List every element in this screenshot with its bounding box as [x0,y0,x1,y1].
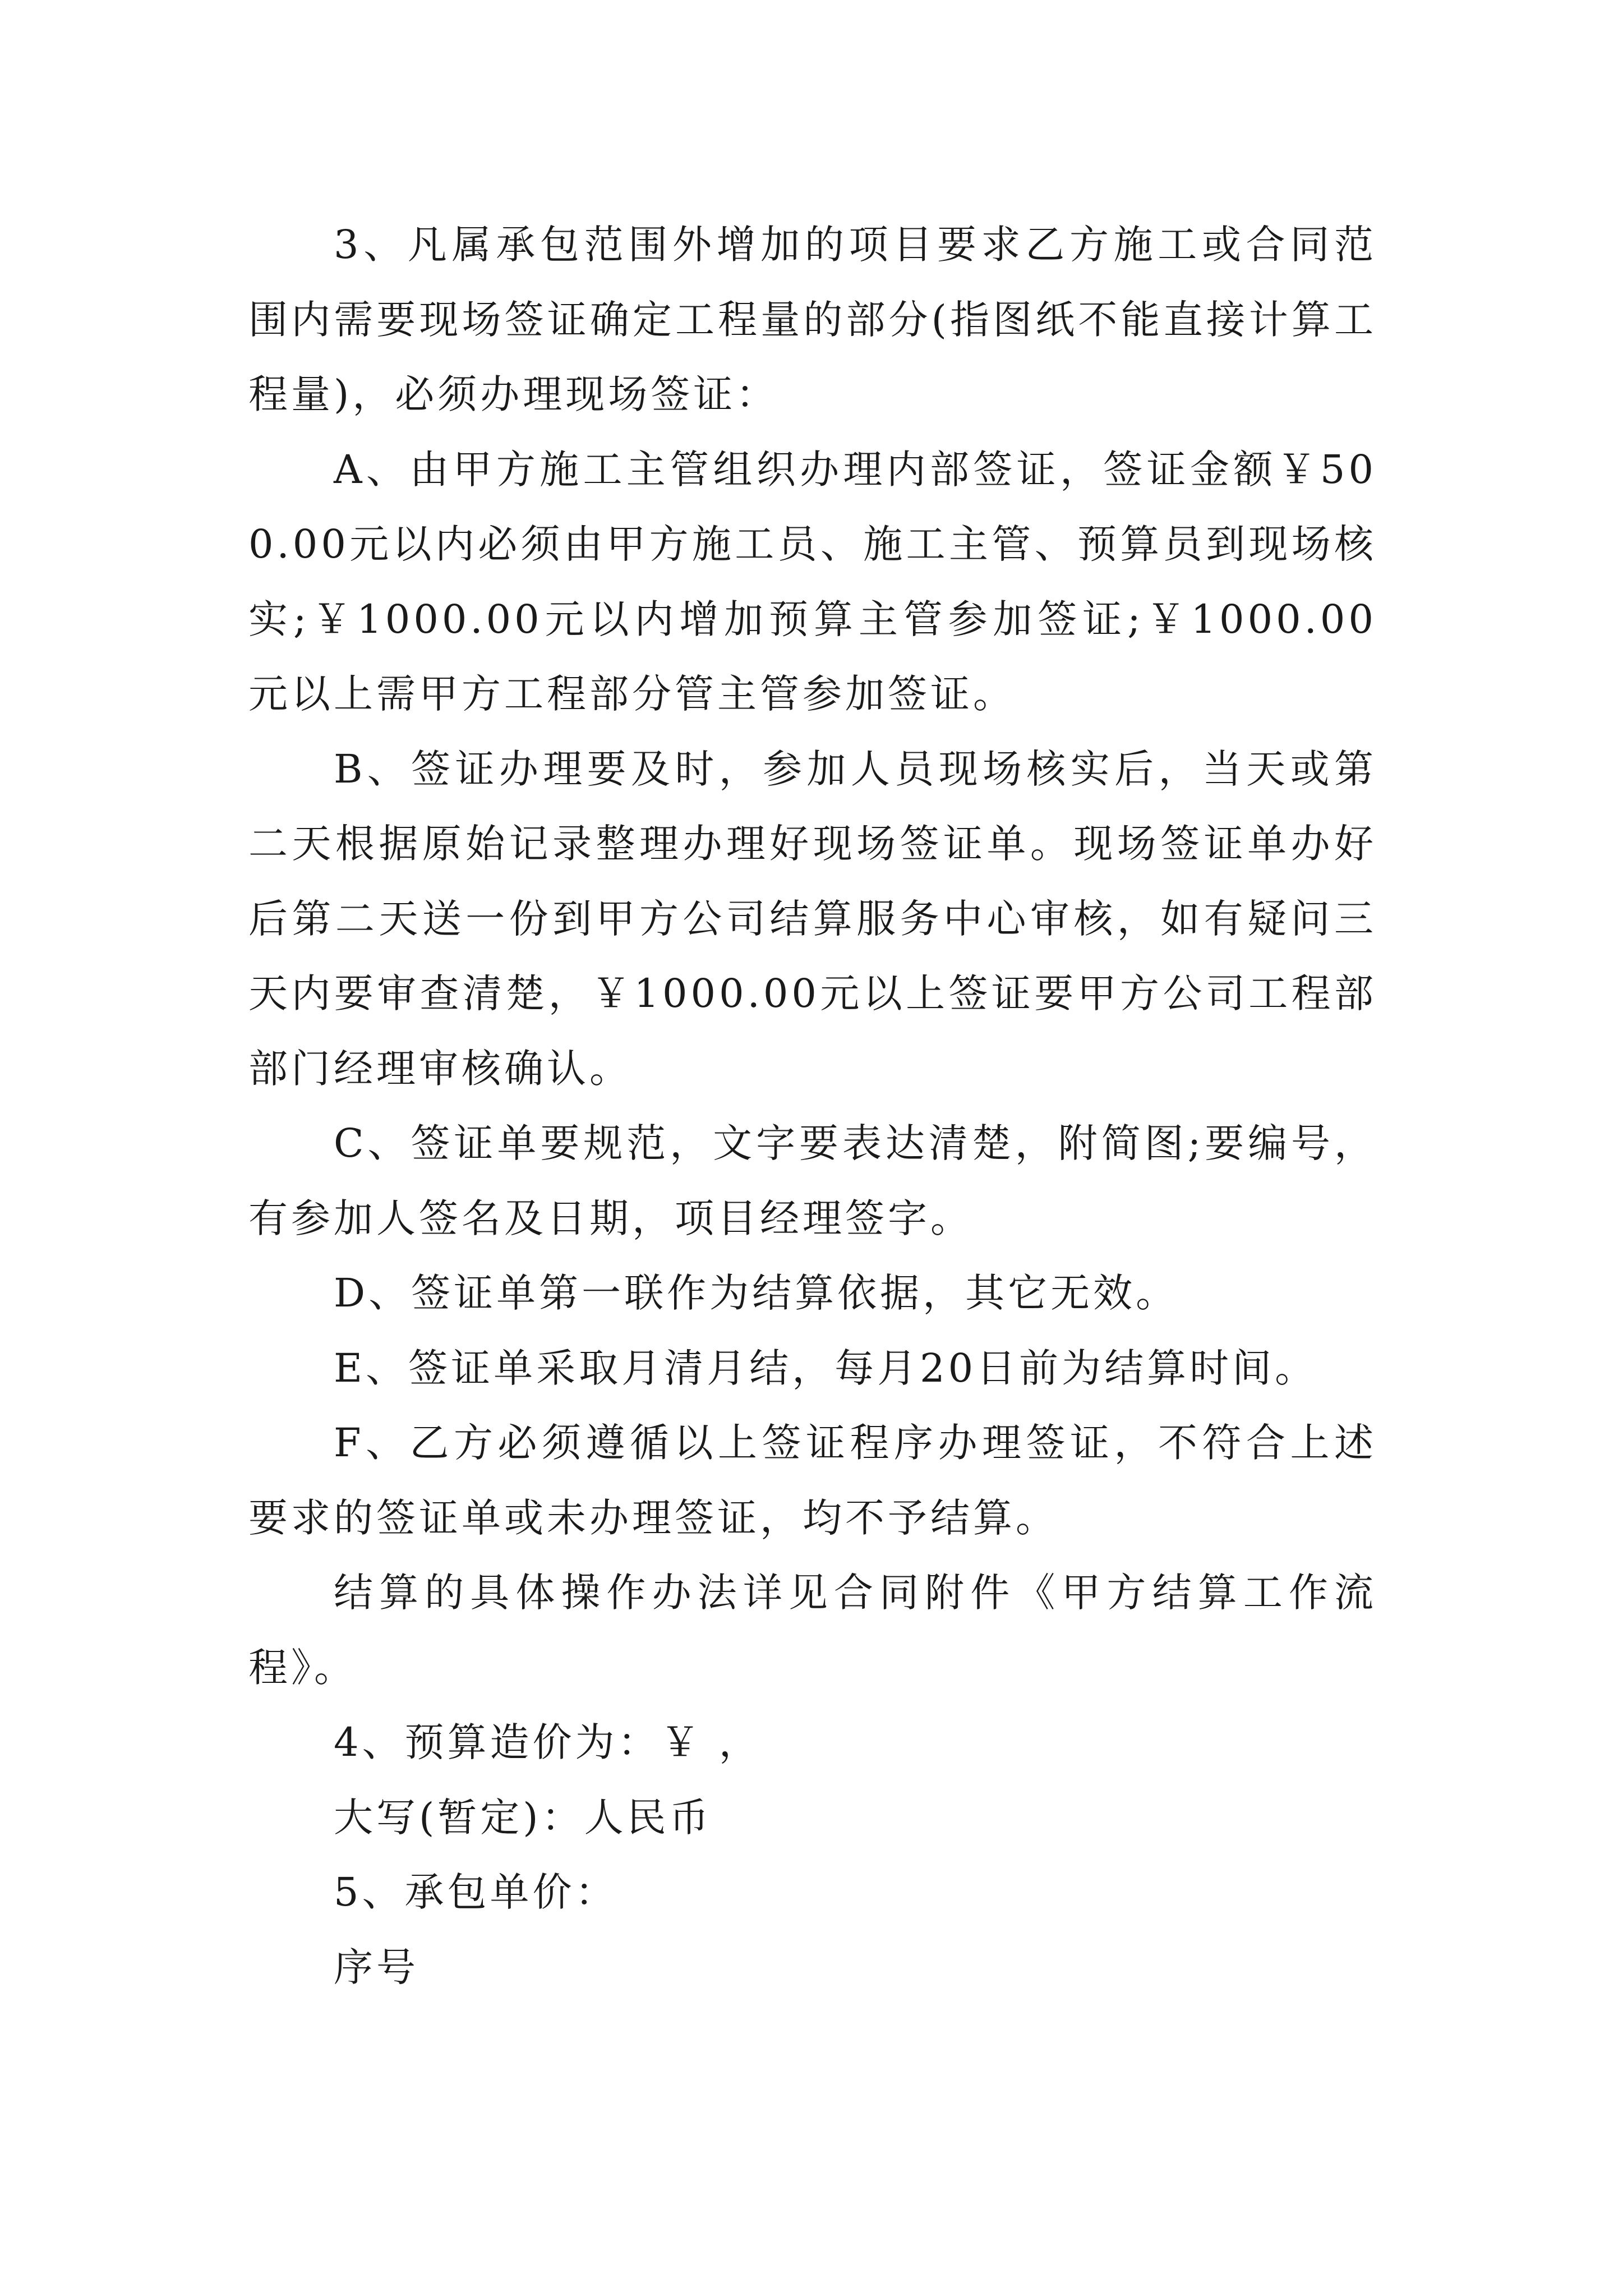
paragraph-serial-number: 序号 [334,1944,419,1990]
paragraph-item-c: C、签证单要规范，文字要表达清楚，附简图;要编号，有参加人签名及日期，项目经理签字。 [248,1120,1377,1241]
document-body [248,208,1377,2005]
paragraph-item-e: E、签证单采取月清月结，每月20日前为结算时间。 [334,1345,1318,1391]
paragraph-settlement-procedure: 结算的具体操作办法详见合同附件《甲方结算工作流程》。 [248,1570,1377,1691]
paragraph-unit-price: 5、承包单价： [334,1869,618,1915]
paragraph-item-f: F、乙方必须遵循以上签证程序办理签证，不符合上述要求的签证单或未办理签证，均不予结算。 [248,1420,1377,1541]
paragraph-item-d: D、签证单第一联作为结算依据，其它无效。 [334,1270,1179,1316]
paragraph-visa-requirement: 3、凡属承包范围外增加的项目要求乙方施工或合同范围内需要现场签证确定工程量的部分(指图纸不能直接计算工程量)，必须办理现场签证： [248,222,1377,417]
paragraph-amount-in-words: 大写(暂定)：人民币 [334,1794,712,1841]
paragraph-item-a: A、由甲方施工主管组织办理内部签证，签证金额￥500.00元以内必须由甲方施工员、施工主管、预算员到现场核实;￥1000.00元以内增加预算主管参加签证;￥1000.00元以上需甲方工程部分管主管参加签证。 [248,446,1377,717]
paragraph-item-b: B、签证办理要及时，参加人员现场核实后，当天或第二天根据原始记录整理办理好现场签证单。现场签证单办好后第二天送一份到甲方公司结算服务中心审核，如有疑问三天内要审查清楚，￥1000.00元以上签证要甲方公司工程部部门经理审核确认。 [248,746,1377,1092]
paragraph-budget-cost: 4、预算造价为：￥ ， [334,1719,762,1765]
